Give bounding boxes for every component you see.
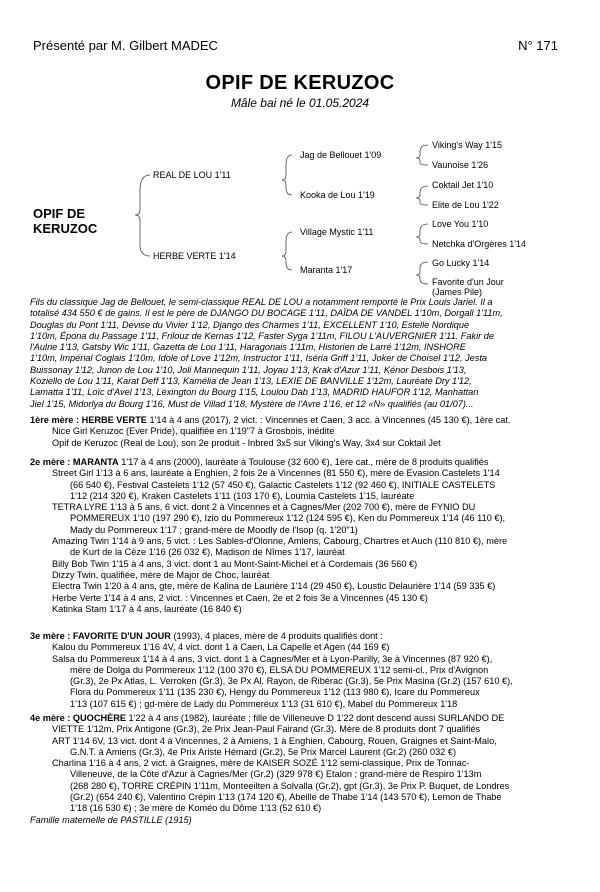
pedigree-sire-sire: Jag de Bellouet 1'09: [300, 150, 382, 160]
second-dam-text: 1'17 à 4 ans (2000), lauréate à Toulouse (32 600 €), 1ère cat., mère de 8 produits qualifiés: [118, 457, 489, 467]
pedigree-g3-5: Love You 1'10: [432, 219, 489, 229]
fourth-dam-section: [30, 713, 563, 815]
pedigree-dam-dam: Maranta 1'17: [300, 265, 353, 275]
produce-line: 1'18 (16 530 €) ; 3e mère de Koméo du Dôme 1'13 (52 610 €): [70, 803, 322, 814]
produce-line: VIETTE 1'12m, Prix Antigone (Gr.3), 2e Prix Jean-Paul Fairand (Gr.3). Mère de 8 produits dont 7 qualifiés: [52, 724, 481, 735]
produce-line: Salsa du Pommereux 1'14 à 4 ans, 3 vict. dont 1 à Cagnes/Mer et à Lyon-Parilly, 3e à Vincennes (87 920 €),: [52, 653, 493, 664]
produce-line: Billy Bob Twin 1'15 à 4 ans, 3 vict. dont 1 au Mont-Saint-Michel et à Cordemais (36 560 €): [52, 558, 418, 569]
sire-intro: [30, 297, 563, 410]
produce-line: Electra Twin 1'20 à 4 ans, gte, mère de Kalina de Laurière 1'14 (29 450 €), Loustic Delaurière 1'14 (59 335 €): [52, 581, 496, 592]
fourth-dam-text: 1'22 à 4 ans (1982), lauréate ; fille de Villeneuve D 1'22 dont descend aussi SURLANDO DE: [126, 713, 505, 723]
intro-line: Douglas du Pont 1'11, Devise du Vivier 1'12, Django des Charmes 1'11, EXCELLENT 1'10, Estelle Nordique: [30, 319, 470, 330]
intro-line: Koziello de Lou 1'11, Karat Deff 1'13, Kamélia de Jean 1'13, LEXIE DE BANVILLE 1'12m, Lauréate Dry 1'12,: [30, 376, 472, 387]
maternal-family: Famille maternelle de PASTILLE (1915): [30, 815, 192, 825]
pedigree-g3-1: Viking's Way 1'15: [432, 140, 502, 150]
lot-number: N° 171: [518, 38, 558, 53]
horse-name-title: OPIF DE KERUZOC: [205, 72, 395, 94]
pedigree-dam: HERBE VERTE 1'14: [153, 251, 236, 261]
pedigree-g3-8: Favorite d'un Jour: [432, 277, 504, 287]
produce-line: POMMEREUX 1'10 (197 290 €), Izio du Pommereux 1'12 (124 595 €), Ken du Pommereux 1'14 (46 110 €),: [70, 513, 506, 524]
produce-line: (Gr.2) (654 240 €), Valentino Crépin 1'13 (174 120 €), Abeille de Thabe 1'14 (143 570 €), Lemon de Thabe: [70, 792, 502, 803]
intro-line: Jiel 1'15, Midorlya du Bourg 1'16, Must de Villad 1'18, Mystère de l'Avre 1'16, et 12 «N» qualifiés (au 01/07)...: [30, 398, 474, 409]
horse-description: Mâle bai né le 01.05.2024: [230, 96, 370, 110]
second-dam-section: [30, 457, 563, 615]
produce-line: G.N.T. à Amiens (Gr.3), 4e Prix Ariste Hémard (Gr.2), 5e Prix Marcel Laurent (Gr.2) (260 032 €): [70, 746, 457, 757]
produce-line: (66 540 €), Festival Castelets 1'12 (57 450 €), Galactic Castelets 1'12 (92 460 €), INITIALE CASTELETS: [70, 479, 496, 490]
pedigree-g3-4: Elite de Lou 1'22: [432, 200, 499, 210]
pedigree-g3-7: Go Lucky 1'14: [432, 258, 490, 268]
intro-line: Lamatta 1'11, Loïc d'Avel 1'13, Lexington du Bourg 1'15, Loulou Dab 1'13, MADRID HAUFOR 1'12, Manhattan: [30, 387, 479, 398]
produce-line: 1'13 (107 615 €) ; gd-mère de Lady du Pommereux 1'13 (31 610 €), Mabel du Pommereux 1'18: [70, 698, 458, 709]
third-dam-heading: 3e mère : FAVORITE D'UN JOUR: [30, 631, 171, 641]
produce-line: Nice Girl Keruzoc (Ever Pride), qualifiée en 1'19"7 à Grosbois, inédite: [52, 426, 335, 437]
pedigree-g3-6: Netchka d'Orgères 1'14: [432, 239, 526, 249]
pedigree-g3-3: Coktail Jet 1'10: [432, 180, 494, 190]
produce-line: 1'12 (214 320 €), Kraken Castelets 1'11 (103 170 €), Loumia Castelets 1'15, lauréate: [70, 490, 415, 501]
produce-line: de Kurt de la Cèze 1'16 (26 032 €), Madison de Nîmes 1'17, lauréat: [70, 547, 345, 558]
produce-line: (Gr.3), 2e Px Atlas, L. Verroken (Gr.3), 3e Px Al. Rayon, de Ribérac (Gr.3), 5e Prix Masina (Gr.2) (157 610 €),: [70, 676, 513, 687]
produce-line: Flora du Pommereux 1'11 (135 230 €), Hengy du Pommereux 1'12 (113 980 €), Icare du Pommereux: [70, 687, 480, 698]
produce-line: Opif de Keruzoc (Real de Lou), son 2e produit - Inbred 3x5 sur Viking's Way, 3x4 sur Coktail Jet: [52, 437, 441, 448]
produce-line: mère de Dolga du Pommereux 1'12 (100 370 €), ELSA DU POMMEREUX 1'12 semi-cl., Prix d'Avignon: [70, 664, 489, 675]
first-dam-text: 1'14 à 4 ans (2017), 2 vict. : Vincennes et Caen, 3 acc. à Vincennes (45 130 €), 1ère cat.: [146, 415, 511, 425]
intro-line: 1'10m, Épona du Passage 1'11, Frilouz de Kernas 1'12, Faster Syga 1'11m, FILOU L'AUVERGNIER 1'11. Fakir de: [30, 330, 494, 341]
produce-line: Katinka Stam 1'17 à 4 ans, lauréate (16 840 €): [52, 603, 242, 614]
produce-line: Amazing Twin 1'14 à 9 ans, 5 vict. : Les Sables-d'Olonne, Amiens, Cabourg, Chartres et Auch (110 810 €), mère: [52, 536, 508, 547]
intro-line: 1'10m, Impérial Coglais 1'10m, Idole of Love 1'12m, Instructor 1'11, Iséria Griff 1'11, Joker de Choisel 1'12, Jesta: [30, 353, 488, 364]
produce-line: Herbe Verte 1'14 à 4 ans, 2 vict. : Vincennes et Caen, 2e et 2 fois 3e à Vincennes (45 130 €): [52, 592, 428, 603]
produce-line: Street Girl 1'13 à 6 ans, lauréate à Enghien, 2 fois 2e à Vincennes (81 550 €), mère de Evasion Castelets 1'14: [52, 468, 500, 479]
intro-line: totalisé 434 550 € de gains. Il est le père de DJANGO DU BOCAGE 1'11, DAÏDA DE VANDEL 1'10m, Dorgall 1'11m,: [30, 308, 503, 319]
presenter-text: Présenté par M. Gilbert MADEC: [33, 38, 218, 53]
produce-line: Villeneuve, de la Côte d'Azur à Cagnes/Mer (Gr.2) (329 978 €) Etalon ; grand-mère de Respiro 1'13m: [70, 769, 482, 780]
third-dam-section: [30, 631, 563, 710]
third-dam-text: (1993), 4 places, mère de 4 produits qualifiés dont :: [170, 631, 383, 641]
pedigree-sire: REAL DE LOU 1'11: [153, 170, 231, 180]
intro-line: l'Aulne 1'13, Gatsby Wic 1'11, Gazetta de Lou 1'11, Haragonais 1'11m, Historien de Larré 1'12m, INSHORE: [30, 342, 466, 353]
pedigree-g3-2: Vaunoise 1'26: [432, 160, 489, 170]
intro-line: Fils du classique Jag de Bellouet, le semi-classique REAL DE LOU a notamment remporté le Prix Louis Jariel. Il a: [30, 297, 493, 307]
first-dam-heading: 1ère mère : HERBE VERTE: [30, 415, 147, 425]
produce-line: Charlina 1'16 à 4 ans, 2 vict. à Graignes, mère de KAISER SOZÉ 1'12 semi-classique, Prix de Tonnac-: [52, 758, 470, 769]
produce-line: Dizzy Twin, qualifiée, mère de Major de Choc, lauréat: [52, 569, 270, 580]
produce-line: TETRA LYRE 1'13 à 5 ans, 6 vict. dont 2 à Vincennes et à Cagnes/Mer (202 700 €), mère de FYNIO DU: [52, 502, 476, 513]
fourth-dam-heading: 4e mère : QUOCHÈRE: [30, 713, 126, 723]
pedigree-subject: OPIF DE KERUZOC: [33, 206, 98, 236]
intro-line: Buissonay 1'12, Junon de Lou 1'10, Joli Mannequin 1'11, Joyau 1'13, Krak d'Azur 1'11, Kénor Desbois 1'13,: [30, 364, 467, 375]
pedigree-sire-dam: Kooka de Lou 1'19: [300, 190, 375, 200]
first-dam-section: [30, 415, 563, 449]
produce-line: Mady du Pommereux 1'17 ; grand-mère de Moodly de l'Isop (q. 1'20"1): [70, 524, 358, 535]
second-dam-heading: 2e mère : MARANTA: [30, 457, 119, 467]
pedigree-dam-sire: Village Mystic 1'11: [300, 227, 374, 237]
produce-line: (268 280 €), TORRE CRÉPIN 1'11m, Monteeilten à Solvalla (Gr.2), gpt (Gr.3), 3e Prix P. Buquet, de Londres: [70, 780, 510, 791]
pedigree-g3-9: (James Pile): [432, 287, 483, 297]
produce-line: ART 1'14 6V, 13 vict. dont 4 à Vincennes, 2 à Amiens, 1 à Enghien, Cabourg, Rouen, Graignes et Saint-Malo,: [52, 735, 497, 746]
produce-line: Kalou du Pommereux 1'16 4V, 4 vict. dont 1 à Caen, La Capelle et Agen (44 169 €): [52, 642, 390, 653]
